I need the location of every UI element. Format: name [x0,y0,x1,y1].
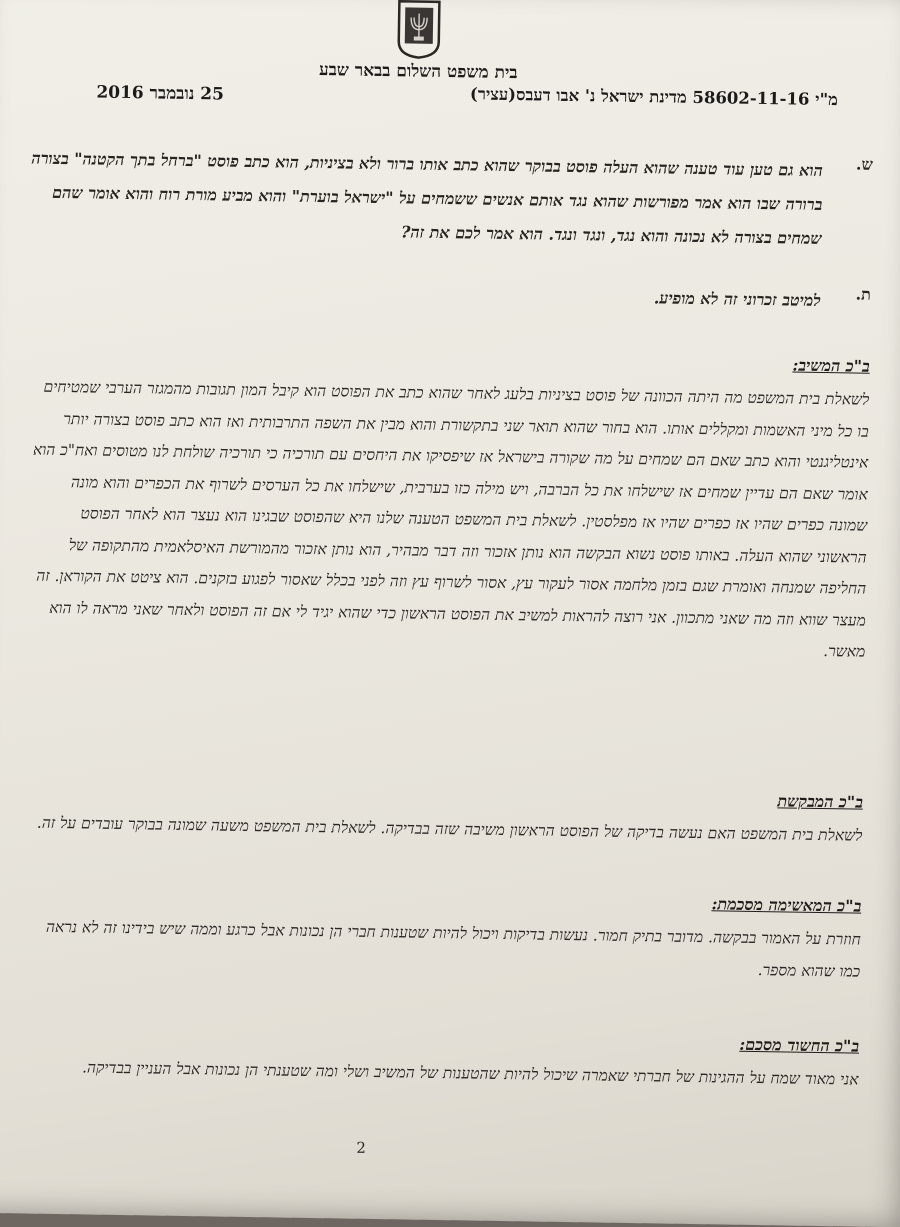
question-label: ש. [855,154,874,174]
section-body: אני מאוד שמח על ההגינות של חברתי שאמרה שיכול להיות שהטענות של המשיב ושלי ומה שטענתי הן נכונות אבל העניין בבדיקה. [81,1058,859,1089]
page-content [21,0,900,1187]
hearing-date: 25 נובמבר 2016 [96,82,225,105]
answer-block [34,272,871,345]
answer-label: ת. [855,284,872,304]
question-block [31,142,874,265]
section-title: ב"כ המאשימה מסכמת: [711,894,862,916]
section-respondent-counsel [29,344,870,669]
section-title: ב"כ המבקשת [777,791,864,812]
case-line: מ"י 58602-11-16 מדינת ישראל נ' אבו דעבס(עציר) [469,84,839,110]
section-title: ב"כ החשוד מסכם: [739,1034,860,1056]
section-body: חוזרת על האמור בבקשה. מדובר בתיק חמור. נעשות בדיקות ויכול להיות שטענות חברי הן נכונות אבל כרגע וממה שיש בידינו זה לא נראה כמו שהוא מספר. [45,917,861,981]
court-name: בית משפט השלום בבאר שבע [318,60,518,84]
section-body: לשאלת בית המשפט מה היתה הכוונה של פוסט בציניות בלעג לאחר שהוא כתב את הפוסט הוא קיבל המון תגובות מהמגזר הערבי שמטיחים בו כל מיני האשמות ומקללים אותו. הוא בחור שהוא תואר שני בתקשורת והוא מבין את השפה התרבותית ואז הוא כתב פוסט בצורה יותר אינטליגנטי והוא כתב שאם הם שמחים על מה שקורה בישראל אז שיפסיקו את היחסים עם תורכיה כי תורכיה שולחת לנו מטוסים ואח"כ הוא אומר שאם הם עדיין שמחים אז שישלחו את כל הברבה, ויש מילה כזו בערבית, שישלחו את כל הערסים לשרוף את הכפרים והוא מונה שמונה כפרים שהיו אז כפרים שהיו אז מפלסטין. לשאלת בית המשפט הטענה שלנו היא שהפוסט שבגינו הוא נעצר הוא לאחר הפוסט הראשוני שהוא העלה. באותו פוסט נשוא הבקשה הוא נותן אזכור וזה דבר מבהיר, הוא נותן אזכור מהמורשת האיסלאמית מהתקופה של החליפה שמנחה ואומרת שגם בזמן מלחמה אסור לעקור עץ, אסור לשרוף עץ וזה לפני בכלל שאסור לפגוע בזקנים. הוא ציטט את הקוראן. זה מעצר שווא וזה מה שאני מתכוון. אני רוצה להראות למשיב את הפוסט הראשון כדי שהוא יגיד לי אם זה הפוסט ולאחר שאני מראה לו הוא מאשר. [32,377,870,661]
answer-text: למיטב זכרוני זה לא מופיע. [653,288,821,310]
section-petitioner-counsel [26,780,863,853]
question-text: הוא גם טען עוד טענה שהוא העלה פוסט בבוקר שהוא כתב אותו ברור ולא בציניות, הוא כתב פוסט "ברחל בתך הקטנה" בצורה ברורה שבו הוא אמר מפורשות שהוא נגד אותם אנשים ששמחים על "ישראל בוערת" והוא מביע מורת רוח והוא אומר שהם שמחים בצורה לא נכונה והוא נגד, ונגד ונגד. הוא אמר לכם את זה? [31,148,823,248]
section-prosecution-summary [24,884,861,988]
section-body: לשאלת בית המשפט האם נעשה בדיקה של הפוסט הראשון משיבה שזה בבדיקה. לשאלת בית המשפט משעה שמונה בבוקר עובדים על זה. [36,813,863,845]
section-title: ב"כ המשיב: [792,355,870,376]
state-emblem-icon [393,0,444,60]
page-number: 2 [356,1138,367,1157]
section-suspect-summary [22,1024,859,1097]
